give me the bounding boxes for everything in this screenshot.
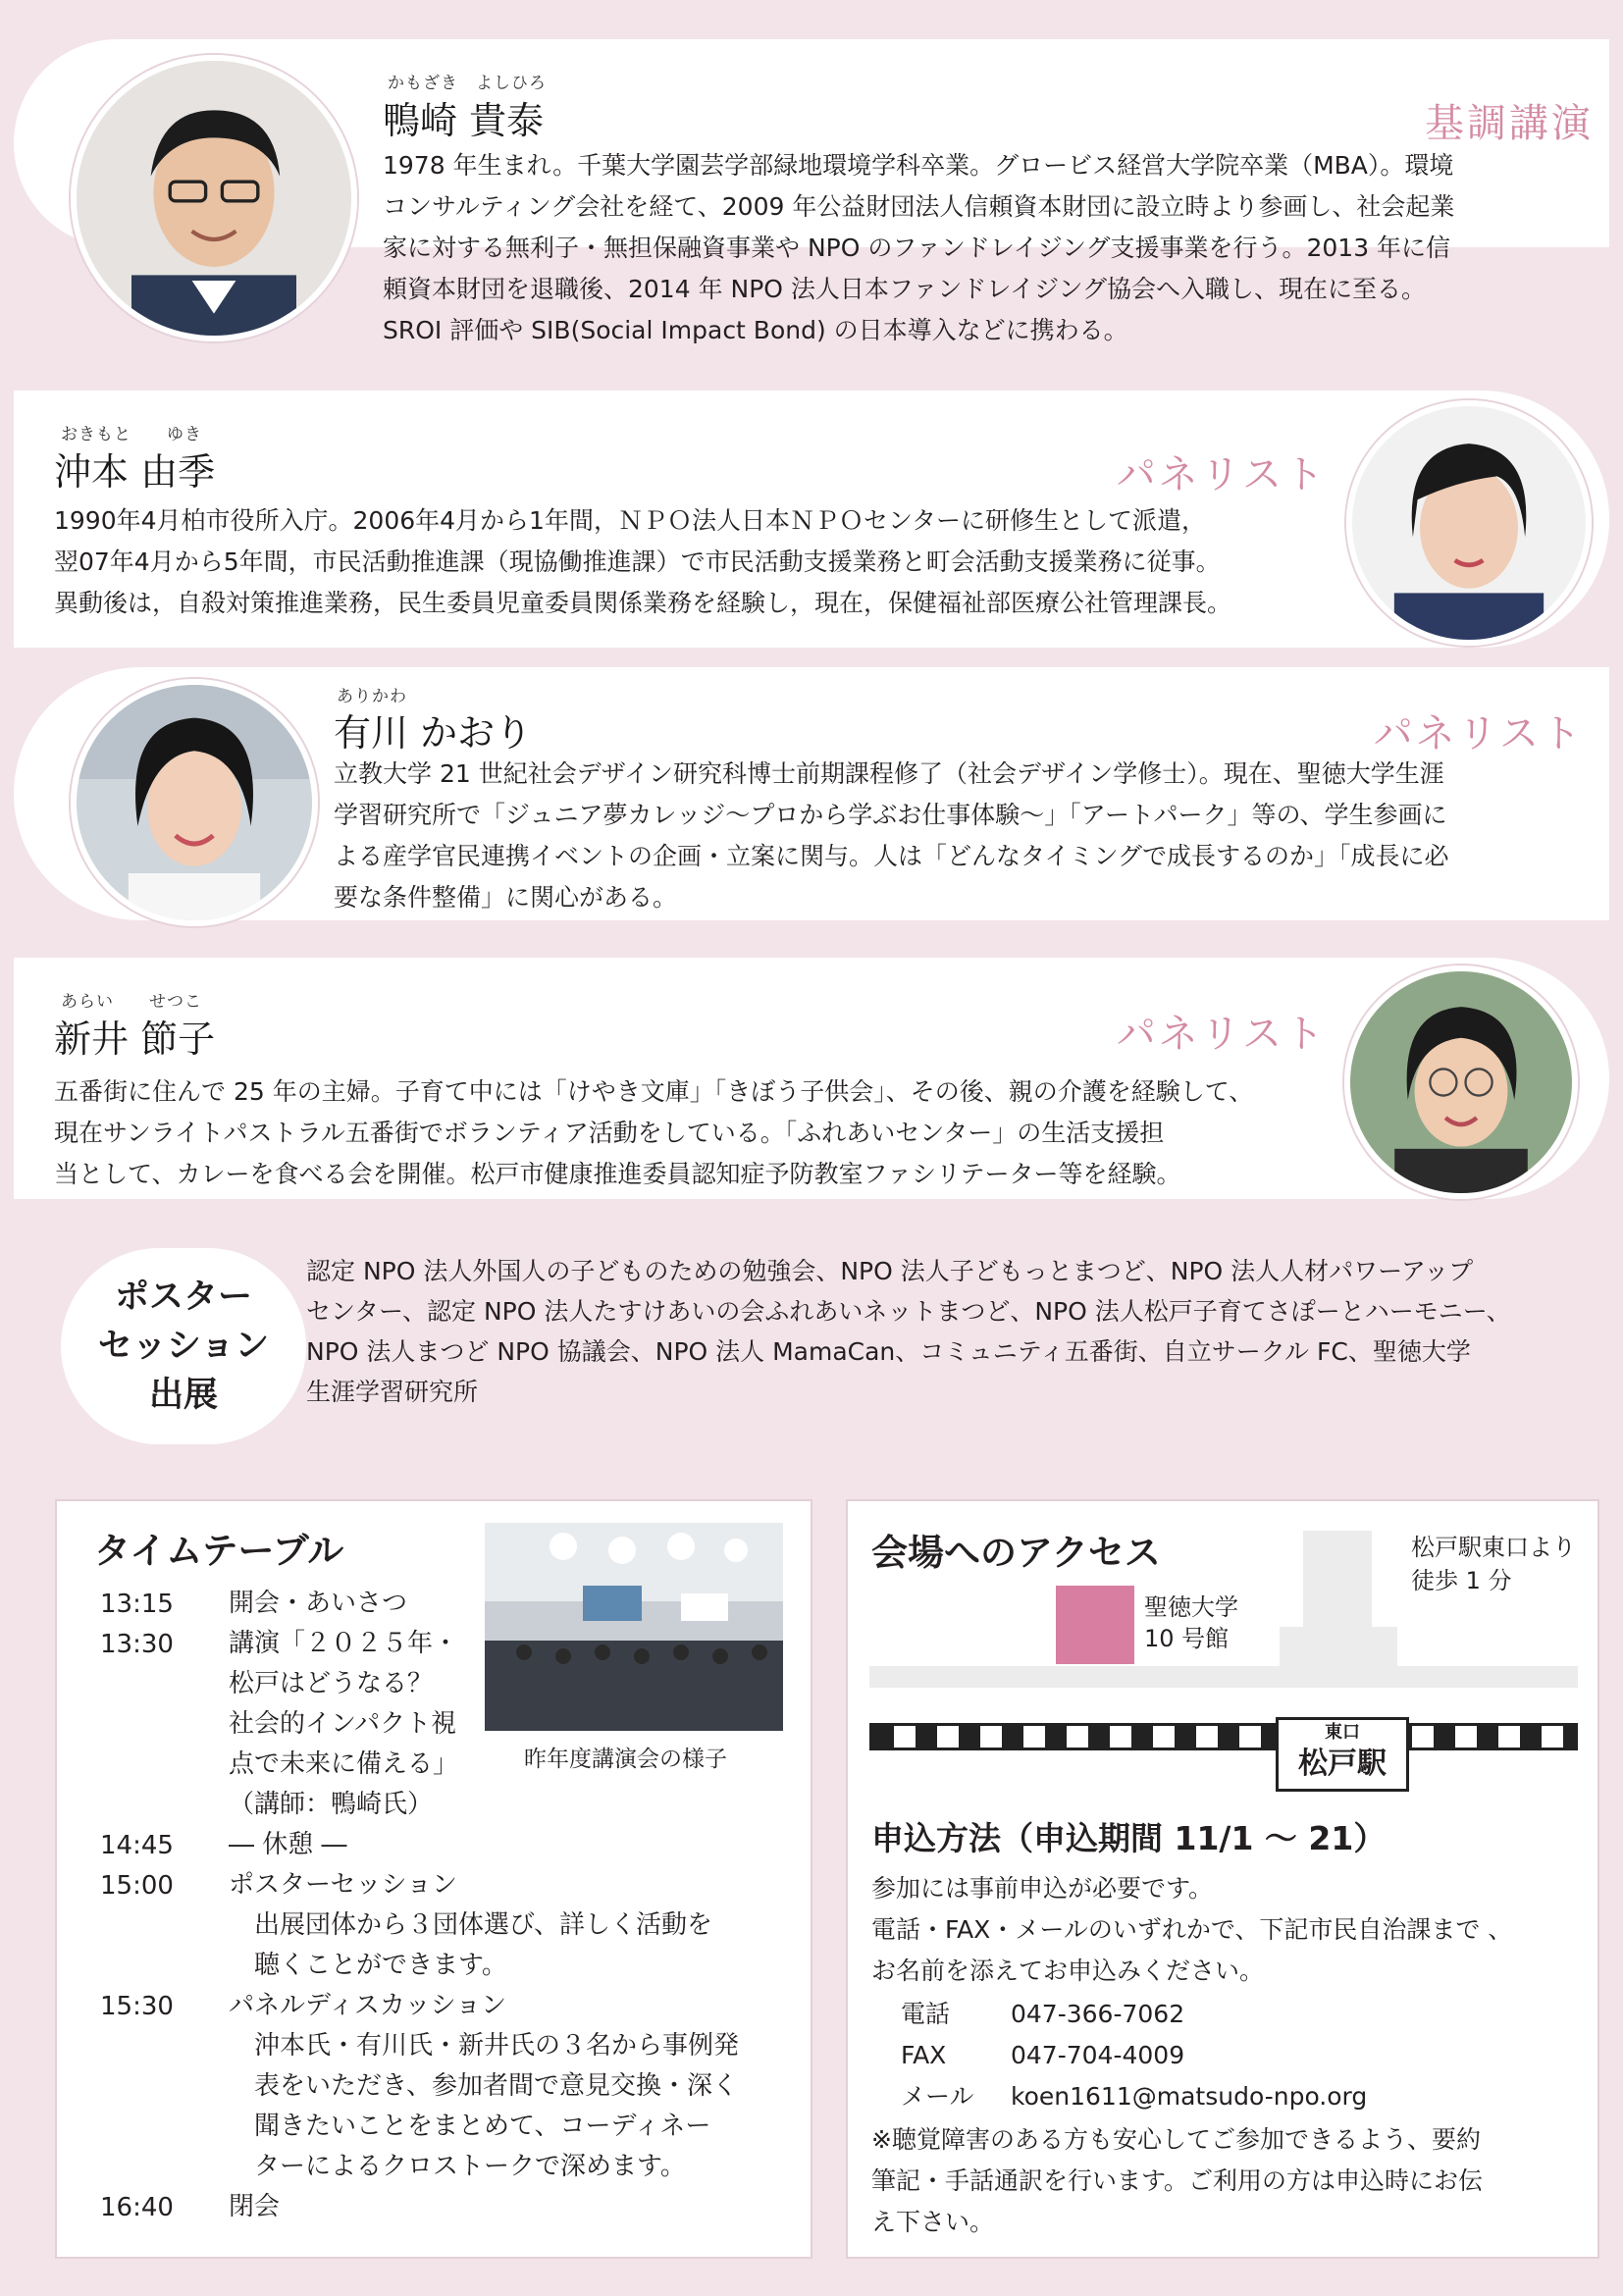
- speaker-ruby: かもざき よしひろ: [388, 74, 547, 93]
- speaker-bio: 五番街に住んで 25 年の主婦。子育て中には「けやき文庫」「きぼう子供会」、その後、親の介護を経験して、 現在サンライトパストラル五番街でボランティア活動をしている。「ふれあいセンター」の生活支援担 当として、カレーを食べる会を開催。松戸市健康推進委員認知症予防教室ファシリテーター等を経験。: [54, 1077, 1254, 1188]
- apply-title: 申込方法（申込期間 11/1 ～ 21）: [871, 1819, 1387, 1857]
- poster-exhibitor-list: 認定 NPO 法人外国人の子どものための勉強会、NPO 法人子どもっとまつど、NPO 法人人材パワーアップ センター、認定 NPO 法人たすけあいの会ふれあいネットまつど、NPO 法人松戸子育てさぽーとハーモニー、 NPO 法人まつど NPO 協議会、NPO 法人 MamaCan、コミュニティ五番街、自立サークル FC、聖徳大学 生涯学習研究所: [306, 1257, 1511, 1406]
- fax-number[interactable]: 047-704-4009: [1011, 2041, 1185, 2069]
- station-label: 東口 松戸駅: [1276, 1717, 1409, 1792]
- timetable-text: パネルディスカッション 沖本氏・有川氏・新井氏の３名から事例発 表をいただき、参加者間で意見交換・深く 聞きたいことをまとめて、コーディネー ターによるクロストークで深めます。: [229, 1991, 740, 2181]
- venue-label: 聖徳大学 10 号館: [1144, 1593, 1238, 1652]
- speaker-bio: 立教大学 21 世紀社会デザイン研究科博士前期課程修了（社会デザイン学修士）。現在、聖徳大学生涯 学習研究所で「ジュニア夢カレッジ～プロから学ぶお仕事体験～」「アートパーク」等の、学生参画に よる産学官民連携イベントの企画・立案に関与。人は「どんなタイミングで成長するのか」「成長に必 要な条件整備」に関心がある。: [334, 759, 1449, 912]
- speaker-role: 基調講演: [1425, 101, 1594, 146]
- timetable-box: [55, 1499, 812, 2259]
- speaker-bio: 1990年4月柏市役所入庁。2006年4月から1年間，ＮＰＯ法人日本ＮＰＯセンターに研修生として派遣， 翌07年4月から5年間，市民活動推進課（現協働推進課）で市民活動支援業務と町会活動支援業務に従事。 異動後は，自殺対策推進業務，民生委員児童委員関係業務を経験し，現在，保健福祉部医療公社管理課長。: [54, 506, 1232, 617]
- timetable-time: 15:30: [100, 1992, 174, 2021]
- timetable-time: 15:00: [100, 1871, 174, 1901]
- timetable-time: 16:40: [100, 2193, 174, 2222]
- map-building-gap: [1280, 1627, 1397, 1686]
- speaker-role: パネリスト: [1116, 1012, 1327, 1057]
- speaker-ruby: あらい せつこ: [61, 992, 202, 1012]
- speaker-name: 鴨崎 貴泰: [383, 99, 545, 142]
- accessibility-note: ※聴覚障害のある方も安心してご参加できるよう、要約 筆記・手話通訳を行います。ご利用の方は申込時にお伝 え下さい。: [871, 2125, 1484, 2236]
- timetable-text: 開会・あいさつ: [229, 1589, 408, 1618]
- speaker-name: 有川 かおり: [334, 711, 533, 755]
- timetable-title: タイムテーブル: [94, 1530, 344, 1572]
- email-link[interactable]: koen1611@matsudo-npo.org: [1011, 2082, 1368, 2111]
- walk-info: 松戸駅東口より 徒歩 1 分: [1411, 1534, 1576, 1594]
- speaker-ruby: ありかわ: [337, 687, 407, 706]
- speaker-role: パネリスト: [1373, 711, 1584, 757]
- map-road-horizontal: [869, 1666, 1578, 1688]
- speaker-role: パネリスト: [1116, 452, 1327, 497]
- speaker-photo-kamozaki: [71, 55, 357, 341]
- timetable-text: ポスターセッション 出展団体から３団体選び、詳しく活動を 聴くことができます。: [229, 1870, 712, 1980]
- speaker-ruby: おきもと ゆき: [61, 425, 202, 444]
- railway-track: [869, 1723, 1578, 1750]
- venue-marker: [1056, 1586, 1134, 1664]
- speaker-photo-arikawa: [71, 679, 318, 926]
- event-photo: [485, 1523, 783, 1731]
- speaker-name: 沖本 由季: [54, 450, 216, 494]
- timetable-time: 14:45: [100, 1831, 174, 1860]
- speaker-photo-okimoto: [1346, 400, 1592, 646]
- timetable-time: 13:15: [100, 1590, 174, 1619]
- contact-row: メール koen1611@matsudo-npo.org: [901, 2082, 1368, 2111]
- timetable-text: 閉会: [229, 2192, 281, 2221]
- access-apply-box: [846, 1499, 1599, 2259]
- apply-intro: 参加には事前申込が必要です。 電話・FAX・メールのいずれかで、下記市民自治課まで 、 お名前を添えてお申込みください。: [871, 1874, 1513, 1985]
- speaker-photo-arai: [1344, 965, 1578, 1199]
- timetable-time: 13:30: [100, 1630, 174, 1659]
- contact-list: [901, 1994, 1367, 2117]
- access-title: 会場へのアクセス: [871, 1532, 1161, 1574]
- timetable-text: ― 休憩 ―: [229, 1830, 347, 1859]
- speaker-bio: 1978 年生まれ。千葉大学園芸学部緑地環境学科卒業。グロービス経営大学院卒業（MBA）。環境 コンサルティング会社を経て、2009 年公益財団法人信頼資本財団に設立時より参画し、社会起業 家に対する無利子・無担保融資事業や NPO のファンドレイジング支援事業を行う。2013 年に信 頼資本財団を退職後、2014 年 NPO 法人日本ファンドレイジング協会へ入職し、現在に至る。 SROI 評価や SIB(Social Impact Bond) の日本導入などに携わる。: [383, 151, 1455, 344]
- event-photo-caption: 昨年度講演会の様子: [524, 1747, 727, 1772]
- phone-number[interactable]: 047-366-7062: [1011, 2000, 1185, 2028]
- contact-row: 電話 047-366-7062: [901, 2000, 1185, 2028]
- speaker-name: 新井 節子: [54, 1018, 216, 1061]
- timetable-text: 講演「２０２５年・ 松戸はどうなる？ 社会的インパクト視 点で未来に備える」 （講師：鴨崎氏）: [229, 1629, 459, 1819]
- poster-session-label: ポスター セッション 出展: [61, 1248, 306, 1444]
- contact-row: FAX 047-704-4009: [901, 2041, 1185, 2069]
